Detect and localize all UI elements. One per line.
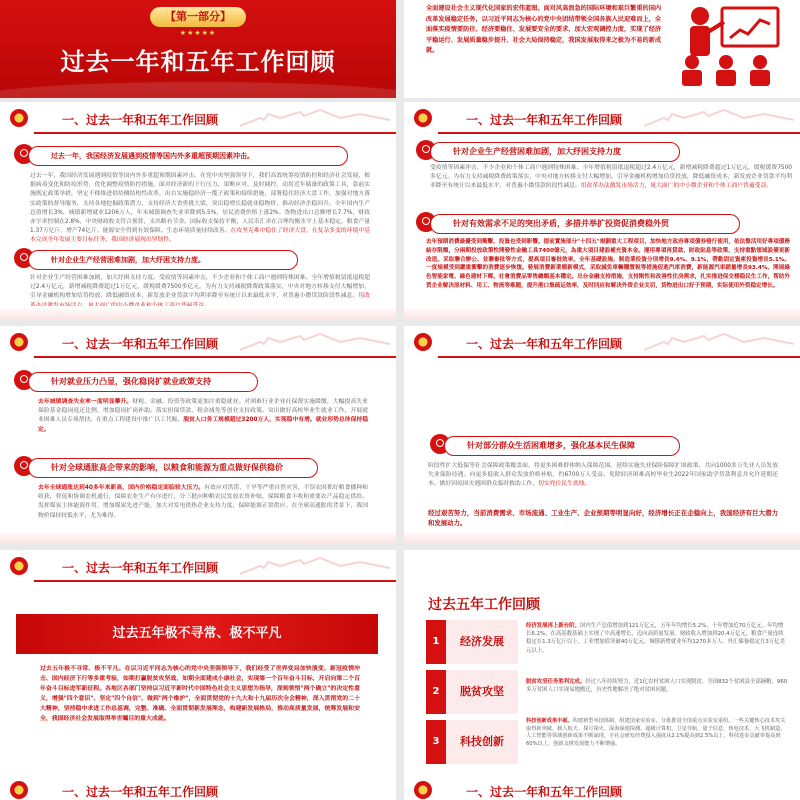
banner-label: 过去五年极不寻常、极不平凡 [112, 626, 282, 641]
review-item [426, 620, 792, 664]
paragraph-highlight: 切实兜住民生底线。 [538, 481, 591, 488]
slide-footer [404, 306, 800, 320]
item-body: 经过八年持续努力，近1亿农村贫困人口实现脱贫，全国832个贫困县全部摘帽，960多万贫困人口实现易地搬迁，历史性地解决了绝对贫困问题。 [526, 679, 788, 694]
paragraph-text: 受疫情等因素冲击，不少企业和个体工商户遇到特殊困难。全年增值税留抵退税超过2.4万亿元，新增减税降费超过1万亿元，缓税缓费7500多亿元。为有力支持减税降费政策落实，中央对地方转移支付大幅增加，引导金融机构增加信贷投放，降低融资成本，新发放企业贷款平均利率降至有统计以来最低水平，对普惠小微贷款阶段性减息。 [430, 165, 792, 190]
great-wall-icon [240, 106, 390, 128]
paragraph [30, 172, 370, 246]
presenter-illustration [670, 2, 792, 94]
slide-five-year-review [404, 550, 800, 800]
banner [16, 614, 378, 654]
slide-economy-overview [0, 102, 396, 320]
emblem-icon [414, 781, 432, 799]
cover-title: 过去一年和五年工作回顾 [60, 48, 336, 76]
item-highlight: 科技创新成果丰硕。 [526, 718, 573, 724]
item-highlight: 脱贫攻坚任务胜利完成。 [526, 679, 586, 685]
paragraph-highlight: 去年全球通胀达到40多年来新高，国内价格稳定面临较大压力。 [38, 485, 205, 491]
slide-header [0, 550, 396, 582]
slide-header [404, 326, 800, 358]
emblem-icon [414, 109, 432, 127]
slide-title: 一、过去一年和五年工作回顾 [62, 337, 219, 351]
emblem-icon [10, 109, 28, 127]
cover-ribbon [0, 82, 396, 98]
intro-text: 全面建设社会主义现代化国家的宏伟蓝图。面对风高浪急的国际环境和艰巨繁重的国内改革发展稳定任务，以习近平同志为核心的党中央团结带领全国各族人民迎难而上，全面落实疫情要防住、经济要稳住、发展要安全的要求，加大宏观调控力度，实现了经济平稳运行、发展质量稳步提升、社会大局保持稳定，我国发展取得来之极为不易的新成就。 [426, 5, 662, 55]
heading-pill: 针对部分群众生活困难增多，强化基本民生保障 [444, 436, 680, 456]
slide-enterprise-relief [404, 102, 800, 320]
paragraph-text: 阶段性扩大低保等社会保障政策覆盖面，将更多困难群体纳入保障范围。延续实施失业保险保障扩围政策，共向1000多万失业人员发放失业保险待遇。向更多低收入群众发放价格补贴，约6700万人受益。免除经济困难高校毕业生2022年国家助学贷款利息并允许延期还本。做好因疫因灾遇困群众临时救助工作， [428, 463, 778, 488]
slide-intro [404, 0, 800, 98]
slide-cover [0, 0, 396, 98]
paragraph [430, 164, 792, 192]
item-highlight: 经济发展再上新台阶。 [526, 623, 580, 629]
emblem-icon [414, 333, 432, 351]
emblem-icon [10, 333, 28, 351]
header-rule [438, 132, 800, 134]
paragraph-highlight: 去年城镇调查失业率一度明显攀升。 [38, 399, 133, 405]
slide-livelihood [404, 326, 800, 544]
item-label: 脱贫攻坚 [446, 670, 518, 714]
paragraph-highlight: 用改 [358, 293, 370, 300]
great-wall-icon [240, 554, 390, 576]
header-rule [34, 356, 396, 358]
stars-decoration: ★★★★★ [179, 29, 217, 37]
review-title: 过去五年工作回顾 [428, 597, 540, 613]
item-number: 3 [426, 720, 446, 764]
slide-footer [404, 530, 800, 544]
emblem-icon [10, 781, 28, 799]
slide-title: 一、过去一年和五年工作回顾 [466, 785, 623, 799]
slide-header [0, 326, 396, 358]
item-body: 国内生产总值增加到121万亿元，五年年均增长5.2%，十年增加近70万亿元。年均增长6.2%，在高基数基础上实现了中高速增长，迈向高质量发展。财政收入增加到20.4万亿元。粮食产量连续稳定在1.3万亿斤以上。工业增加值突破40万亿元。城镇新增就业年均1270多万人。外汇储备稳定在3万亿美元以上。 [526, 623, 785, 654]
review-item [426, 670, 792, 714]
slide-five-years [0, 550, 396, 800]
slide-title: 一、过去一年和五年工作回顾 [62, 561, 219, 575]
item-label: 科技创新 [446, 720, 518, 764]
slide-title: 一、过去一年和五年工作回顾 [62, 113, 219, 127]
closing-statement: 经过艰苦努力，当前消费需求、市场流通、工业生产、企业预期等明显向好，经济增长正在企稳向上，我国经济有巨大潜力和发展动力。 [428, 509, 778, 527]
heading-pill: 过去一年，我国经济发展遇到疫情等国内外多重超预期因素冲击。 [28, 146, 348, 166]
slide-header [0, 102, 396, 134]
paragraph-highlight: 过去五年极不寻常、极不平凡。 [40, 666, 125, 672]
paragraph [38, 398, 368, 435]
slide-footer [0, 306, 396, 320]
slide-employment [0, 326, 396, 544]
paragraph [428, 462, 778, 490]
item-number: 1 [426, 620, 446, 664]
heading-pill: 针对有效需求不足的突出矛盾，多措并举扩投资促消费稳外贸 [430, 214, 740, 234]
paragraph-text: 有效应对洪涝、干旱等严重自然灾害，不误农时抓好粮食播种和收获，督促和协调农机通行，保障农业生产有序进行，分三批向种粮农民发放农资补贴，保障粮食丰收和重要农产品稳定供给。发挥煤炭主体能源作用，增加煤炭先进产能，加大对发电供热企业支持力度，保障能源正常供应。在全球高通胀的背景下，我国物价保持较低水平，尤为难得。 [38, 485, 368, 519]
item-text [526, 622, 788, 655]
paragraph [40, 664, 360, 724]
item-text [526, 678, 788, 694]
great-wall-icon [644, 330, 794, 352]
header-rule [438, 356, 800, 358]
emblem-icon [10, 557, 28, 575]
heading-pill: 针对企业生产经营困难加剧，加大纾困支持力度。 [28, 250, 298, 270]
paragraph-text: 针对企业生产经营困难加剧，加大纾困支持力度。受疫情等因素冲击，不少企业和个体工商户遇到特殊困难。全年增值税留抵退税超过2.4万亿元，新增减税降费超过1万亿元，缓税缓费7500多亿元。为有力支持减税降费政策落实，中央对地方转移支付大幅增加，引导金融机构增加信贷投放，降低融资成本，新发放企业贷款平均利率降至有统计以来最低水平，对普惠小微贷款阶段性减息。 [30, 275, 370, 300]
heading-pill: 针对企业生产经营困难加剧，加大纾困支持力度 [430, 142, 680, 162]
review-item [426, 720, 792, 764]
heading-pill: 针对全球通胀高企带来的影响，以粮食和能源为重点做好保供稳价 [28, 458, 318, 478]
paragraph-highlight: 用改革办法激发市场活力，量大面广的中小微企业和个体工商户普遍受益。 [580, 183, 773, 190]
heading-pill: 针对就业压力凸显，强化稳岗扩就业政策支持 [28, 372, 258, 392]
paragraph-highlight: 在攻坚克难中稳住了经济大盘，在复杂多变的环境中基本完成全年发展主要目标任务，我国经济展现出坚韧性。 [30, 228, 370, 244]
item-body: 构建新型举国体制，组建国家实验室，分批推进全国重点实验室重组。一些关键核心技术攻关取得新突破，载人航天、探月探火、深海深地探测、超级计算机、卫星导航、量子信息、核电技术、大飞机制造、人工智能等领域创新成果不断涌现。全社会研发经费投入强度从2.1%提高到2.5%以上，科技进步贡献率提高到60%以上，创新支撑发展能力不断增强。 [526, 718, 786, 747]
paragraph-text: 过去一年，我国经济发展遇到疫情等国内外多重超预期因素冲击。在党中央坚强领导下，我们高效统筹疫情防控和经济社会发展，根据病毒变化和防疫形势，优化调整疫情防控措施，面对经济新的下行压力，果断应对、及时调控，动用近年储备的政策工具，靠前实施既定政策举措，坚定不移推进供给侧结构性改革，出台实施稳经济一揽子政策和接续措施，部署稳住经济大盘工作，加强对地方落实政策的督导服务，支持各地挖掘政策潜力，支持经济大省勇挑大梁，突出稳增长稳就业稳物价，推动经济企稳回升。全年国内生产总值增长3%，城镇新增就业1206万人，年末城镇调查失业率降到5.5%，居民消费价格上涨2%。货物进出口总额增长7.7%，财政赤字率控制在2.8%，中央财政收支符合预算，支出略有节余。国际收支保持平衡，人民币汇率在合理均衡水平上基本稳定。粮食产量1.37万亿斤，增产74亿斤。能源安全得到有效保障。生态环境质量持续改善。 [30, 173, 370, 235]
next-slide-header [404, 774, 800, 800]
next-slide-header [0, 774, 396, 800]
header-rule [34, 132, 396, 134]
great-wall-icon [644, 106, 794, 128]
section-badge [150, 7, 246, 27]
item-number: 2 [426, 670, 446, 714]
slide-title: 一、过去一年和五年工作回顾 [466, 113, 623, 127]
section-badge-label: 【第一部分】 [165, 10, 231, 23]
item-label: 经济发展 [446, 620, 518, 664]
paragraph [38, 484, 368, 521]
slide-title: 一、过去一年和五年工作回顾 [62, 785, 219, 799]
great-wall-icon [240, 330, 390, 352]
header-rule [34, 580, 396, 582]
paragraph-text: 财税、金融、投资等政策更加注重稳就业。对困难行业企业社保费实施缓缴，大幅提高失业保险基金稳岗返还比例，增加稳岗扩岗补助。落实担保贷款、租金减免等创业支持政策。突出做好高校毕业生就业工作，开展就业困难人员专项帮扶。在重点工程建设中推广以工代赈。 [38, 399, 368, 424]
item-text [526, 718, 788, 748]
paragraph-red: 去年預期消費最優受到衝擊，投資也受到影響。提前實施部分"十四五"規劃重大工程項目，加快地方政府專項債券發行使用，依法盤活用好專項債務結存限額，分兩期投放政策性開發性金融工具7400億元，為重大項目建設補充資本金。運用專項再貸款、財政貼息等政策，支持重點領域設備更新改造。采取聯合辦公、並聯審批等方式，提高項目審批效率。全年基礎設施、制造業投資分別增長9.4%、9.1%，帶動固定資產投資增長5.1%。一度規模受到嚴重衝擊的消費逐步恢復。發展消費新業態新模式，采取減免車輛購置稅等措施促進汽車消費，新能源汽車銷量增長93.4%。開展綠色智能家電、綠色建材下鄉。社會消費品零售總額基本穩定。出台金融支持措施，支持刚性和改善性住房需求，扎实推进保交楼稳民生工作，帮助外贸企业解决原材料、用工、物流等难题，提升港口集疏运效率，及时回应和解决外资企业关切，货物进出口好于预期，实际使用外资稳定增长。 [426, 239, 790, 289]
slide-title: 一、过去一年和五年工作回顾 [466, 337, 623, 351]
paragraph-highlight: 脱贫人口务工规模超过3200万人，实现稳中有增。就业形势总体保持稳定。 [38, 417, 368, 433]
paragraph-text: 在以习近平同志为核心的党中央坚强领导下，我们经受了世界变局加快演变、新冠疫情冲击、国内经济下行等多重考验，如期打赢脱贫攻坚战，如期全面建成小康社会，实现第一个百年奋斗目标，开启向第二个百年奋斗目标进军新征程。各地区各部门坚持以习近平新时代中国特色社会主义思想为指导，深刻领悟"两个确立"的决定性意义，增强"四个意识"、坚定"四个自信"、做到"两个维护"，全面贯彻党的十九大和十九届历次全会精神，深入贯彻党的二十大精神，坚持稳中求进工作总基调，完整、准确、全面贯彻新发展理念，构建新发展格局，推动高质量发展，统筹发展和安全，我国经济社会发展取得举世瞩目的重大成就。 [40, 666, 361, 722]
slide-header [404, 102, 800, 134]
slide-footer [0, 530, 396, 544]
